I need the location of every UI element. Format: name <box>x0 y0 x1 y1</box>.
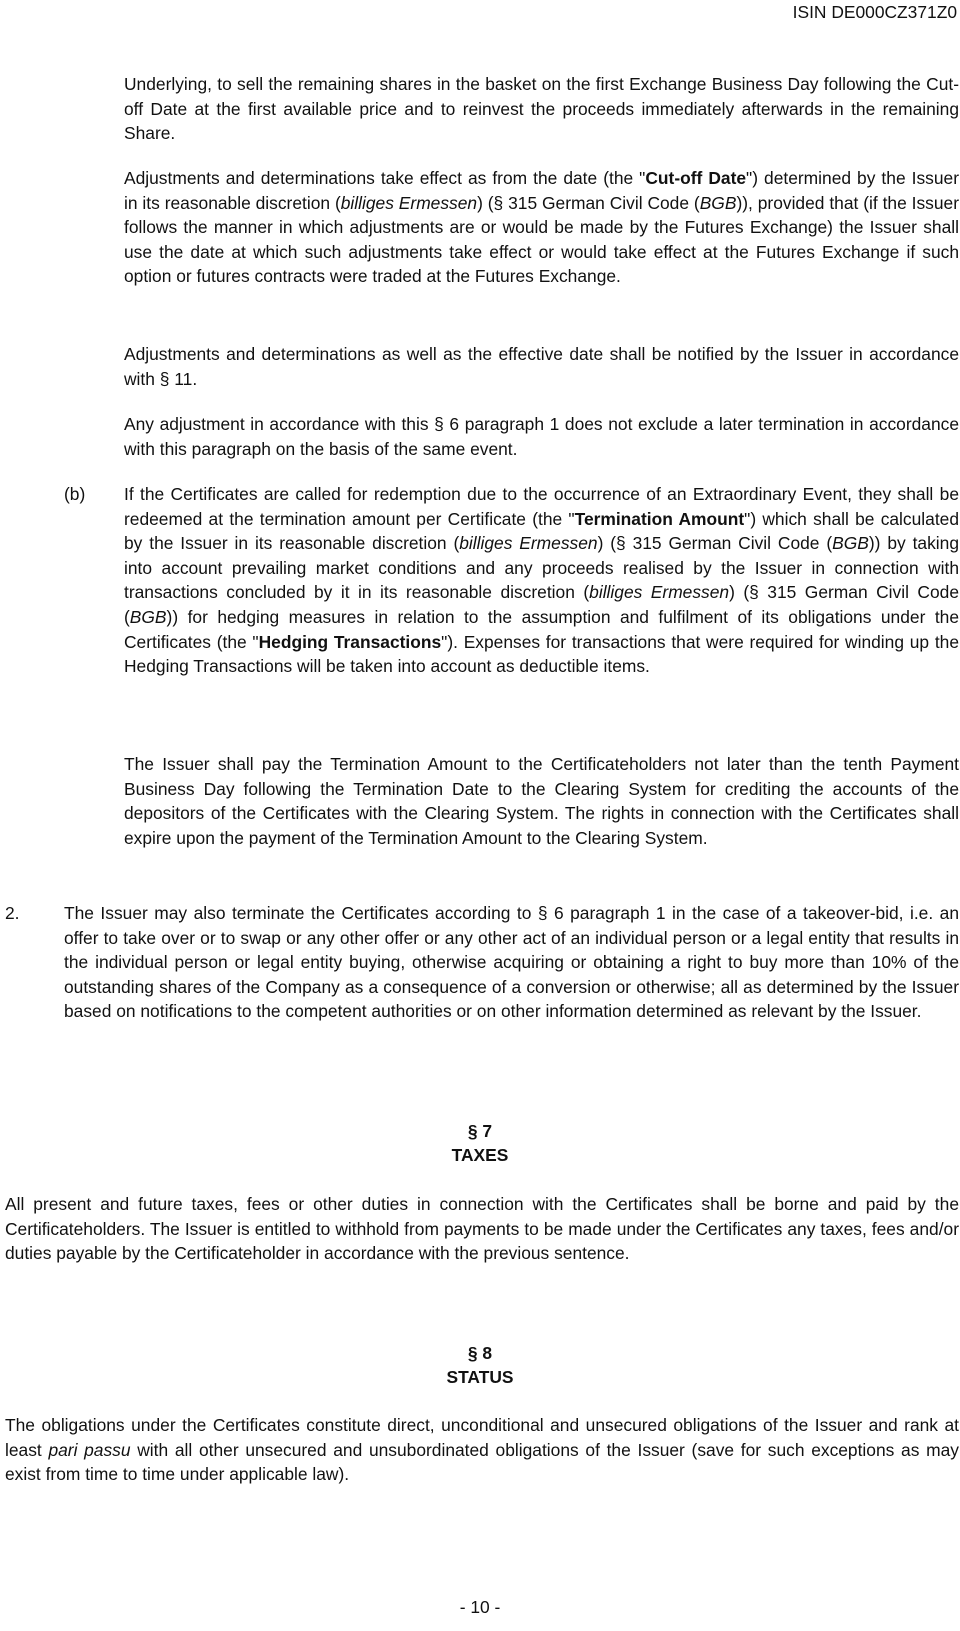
isin-header: ISIN DE000CZ371Z0 <box>792 2 957 22</box>
item-2-label: 2. <box>5 903 20 923</box>
section-8-number: § 8 <box>467 1343 493 1363</box>
issuer-pay-paragraph: The Issuer shall pay the Termination Amount to the Certificateholders not later than the tenth Payment Business Day following the Termination Date to the Clearing System for crediting the accounts of the depositors of the Certificates with the Clearing System. The rights in connection with the Certificates shall expire upon the payment of the Termination Amount to the Clearing System. <box>124 754 959 848</box>
any-adjustment-paragraph: Any adjustment in accordance with this § 6 paragraph 1 does not exclude a later termination in accordance with this paragraph on the basis of the same event. <box>124 414 959 459</box>
cut-off-date-term: Cut-off Date <box>645 168 747 188</box>
continuation-paragraph: Underlying, to sell the remaining shares in the basket on the first Exchange Business Day following the Cut-off Date at the first available price and to reinvest the proceeds immediately afterwards in the remaining Share. <box>124 74 959 144</box>
termination-amount-term: Termination Amount <box>574 508 745 529</box>
section-8-paragraph: The obligations under the Certificates constitute direct, unconditional and unsecured obligations of the Issuer and rank at least pari passu with all other unsecured and unsubordinated obligations of the Issuer (save for such exceptions as may exist from time to time under applicable law). <box>5 1415 959 1485</box>
page-number: - 10 - <box>459 1597 501 1617</box>
item-b-label: (b) <box>64 484 86 504</box>
section-7-title: TAXES <box>451 1145 509 1165</box>
adjustments-paragraph: Adjustments and determinations take effect as from the date (the "Cut-off Date") determined by the Issuer in its reasonable discretion (billiges Ermessen) (§ 315 German Civil Code (BGB)), provided that (if the Issuer follows the manner in which adjustments are or would be made by the Futures Exchange) the Issuer shall use the date at which such adjustments take effect or would take effect at the Futures Exchange if such option or futures contracts were traded at the Futures Exchange. <box>124 168 960 287</box>
notified-paragraph: Adjustments and determinations as well as the effective date shall be notified by the Issuer in accordance with § 11. <box>124 344 959 389</box>
section-8-title: STATUS <box>446 1367 514 1387</box>
section-7-number: § 7 <box>467 1121 493 1141</box>
section-7-paragraph: All present and future taxes, fees or other duties in connection with the Certificates shall be borne and paid by the Certificateholders. The Issuer is entitled to withhold from payments to be made under the Certificates any taxes, fees and/or duties payable by the Certificateholder in accordance with the previous sentence. <box>5 1194 959 1264</box>
item-2-paragraph: The Issuer may also terminate the Certificates according to § 6 paragraph 1 in the case of a takeover-bid, i.e. an offer to take over or to swap or any other offer or any other act of an individual person or a legal entity that results in the individual person or legal entity buying, otherwise acquiring or obtaining a right to buy more than 10% of the outstanding shares of the Company as a consequence of a conversion or otherwise; all as determined by the Issuer based on notifications to the competent authorities or on other information determined as relevant by the Issuer. <box>64 903 959 1022</box>
item-b-paragraph: If the Certificates are called for redemption due to the occurrence of an Extraordinary Event, they shall be redeemed at the termination amount per Certificate (the "Termination Amount") which shall be calculated by the Issuer in its reasonable discretion (billiges Ermessen) (§ 315 German Civil Code (BGB)) by taking into account prevailing market conditions and any proceeds realised by the Issuer in connection with transactions concluded by it in its reasonable discretion (billiges Ermessen) (§ 315 German Civil Code (BGB)) for hedging measures in relation to the assumption and fulfilment of its obligations under the Certificates (the "Hedging Transactions"). Expenses for transactions that were required for winding up the Hedging Transactions will be taken into account as deductible items. <box>124 484 960 677</box>
hedging-transactions-term: Hedging Transactions <box>258 631 442 652</box>
